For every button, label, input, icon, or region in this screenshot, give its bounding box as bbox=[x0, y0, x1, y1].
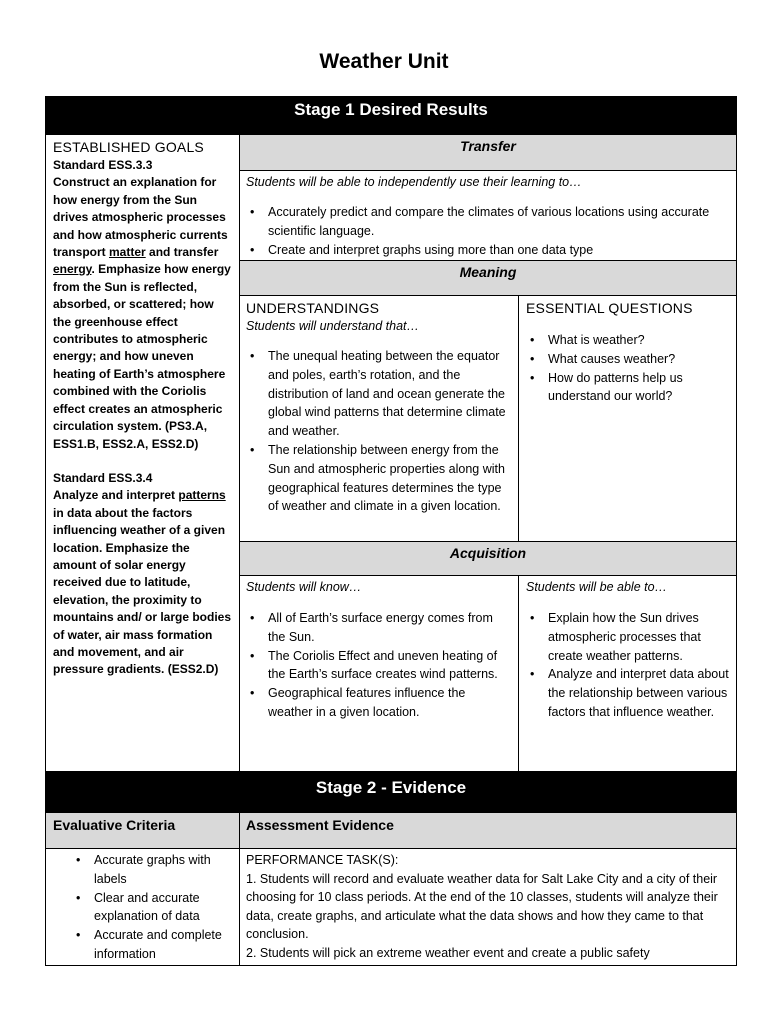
list-item: • Accurate and complete information bbox=[72, 926, 235, 964]
list-item: • What causes weather? bbox=[526, 350, 730, 369]
know-cell bbox=[240, 576, 519, 772]
list-item: • Create and interpret graphs using more than one data type bbox=[246, 241, 730, 260]
criteria-cell bbox=[45, 849, 240, 966]
standard2-text-a: Analyze and interpret bbox=[53, 488, 179, 503]
stage1-header bbox=[45, 96, 737, 135]
stage2-header bbox=[45, 772, 737, 813]
evaluative-criteria-header bbox=[45, 813, 240, 849]
performance-heading: PERFORMANCE TASK(S): bbox=[246, 853, 399, 867]
essential-questions-heading: ESSENTIAL QUESTIONS bbox=[526, 300, 693, 316]
list-item: • All of Earth’s surface energy comes from the Sun. bbox=[246, 609, 512, 647]
stage2-header-text: Stage 2 - Evidence bbox=[315, 778, 467, 797]
list-item: • Analyze and interpret data about the relationship between various factors that influence weather. bbox=[526, 665, 730, 721]
list-item: • Accurate graphs with labels bbox=[72, 851, 235, 889]
page-title: Weather Unit bbox=[319, 50, 449, 73]
understandings-heading: UNDERSTANDINGS bbox=[246, 300, 380, 316]
assessment-evidence-header bbox=[240, 813, 737, 849]
meaning-heading: Meaning bbox=[459, 264, 517, 280]
transfer-cell bbox=[240, 171, 737, 261]
standard-ess-3-3-title: Standard ESS.3.3 bbox=[53, 158, 153, 172]
performance-task-2: 2. Students will pick an extreme weather event and create a public safety bbox=[246, 945, 650, 960]
list-item: • What is weather? bbox=[526, 331, 730, 350]
list-item: • The relationship between energy from the Sun and atmospheric properties along with geographical features determines the type of weather and climate in a given location. bbox=[246, 441, 512, 516]
understandings-intro: Students will understand that… bbox=[246, 319, 420, 333]
performance-tasks-cell bbox=[240, 849, 737, 966]
criteria-list bbox=[72, 851, 235, 964]
meaning-header bbox=[240, 261, 737, 296]
list-item: • Accurately predict and compare the climates of various locations using accurate scientific language. bbox=[246, 203, 730, 241]
transfer-list bbox=[246, 203, 730, 259]
energy-link[interactable]: energy bbox=[53, 262, 92, 277]
acquisition-heading: Acquisition bbox=[449, 545, 527, 561]
essential-questions-cell bbox=[519, 296, 737, 542]
list-item: • How do patterns help us understand our world? bbox=[526, 369, 730, 407]
standard-ess-3-4-title: Standard ESS.3.4 bbox=[53, 470, 153, 485]
unit-plan-table bbox=[45, 96, 737, 966]
performance-task-1: 1. Students will record and evaluate weather data for Salt Lake City and a city of their choosing for 10 class periods. At the end of the 10 classes, students will analyze their data, create graphs, and articulate what the data shows and how they came to that conclusion. bbox=[246, 871, 718, 941]
criteria-heading: Evaluative Criteria bbox=[53, 817, 176, 833]
transfer-intro: Students will be able to independently use their learning to… bbox=[246, 175, 582, 189]
know-list bbox=[246, 609, 512, 722]
stage1-header-text: Stage 1 Desired Results bbox=[294, 100, 488, 119]
list-item: • The unequal heating between the equator and poles, earth’s rotation, and the distribution of land and ocean generate the global wind patterns that determine climate and weather. bbox=[246, 347, 512, 441]
evidence-heading: Assessment Evidence bbox=[246, 817, 394, 833]
essential-questions-list bbox=[526, 331, 730, 406]
established-goals-cell bbox=[45, 135, 240, 772]
transfer-heading: Transfer bbox=[460, 138, 516, 154]
matter-link[interactable]: matter bbox=[109, 245, 146, 260]
acquisition-header bbox=[240, 542, 737, 576]
list-item: • Clear and accurate explanation of data bbox=[72, 889, 235, 927]
able-cell bbox=[519, 576, 737, 772]
standard-ess-3-3-text bbox=[53, 174, 235, 453]
understandings-cell bbox=[240, 296, 519, 542]
standard1-text-b: and transfer bbox=[145, 245, 219, 260]
standard-ess-3-4-text bbox=[53, 487, 235, 678]
list-item: • Explain how the Sun drives atmospheric processes that create weather patterns. bbox=[526, 609, 730, 665]
standard1-text-c: . Emphasize how energy from the Sun is reflected, absorbed, or scattered; how the greenhouse effect contributes to atmospheric energy; and how uneven heating of Earth’s atmosphere combined with the Coriolis effect creates an atmospheric circulation system. (PS3.A, ESS1.B, ESS2.A, ESS2.D) bbox=[53, 262, 231, 451]
standard1-text-a: Construct an explanation for how energy from the Sun drives atmospheric processes and how atmospheric currents transport bbox=[53, 175, 228, 260]
goals-heading: ESTABLISHED GOALS bbox=[53, 139, 204, 155]
know-intro: Students will know… bbox=[246, 580, 362, 594]
list-item: • Geographical features influence the weather in a given location. bbox=[246, 684, 512, 722]
able-list bbox=[526, 609, 730, 722]
able-intro: Students will be able to… bbox=[526, 580, 668, 594]
patterns-link[interactable]: patterns bbox=[178, 488, 226, 503]
standard2-text-b: in data about the factors influencing weather of a given location. Emphasize the amount of solar energy received due to latitude, elevation, the proximity to mountains and/ or large bodies of water, air mass formation and movement, and air pressure gradients. (ESS2.D) bbox=[53, 505, 232, 677]
list-item: • The Coriolis Effect and uneven heating of the Earth’s surface creates wind patterns. bbox=[246, 647, 512, 685]
transfer-header bbox=[240, 135, 737, 171]
understandings-list bbox=[246, 347, 512, 516]
